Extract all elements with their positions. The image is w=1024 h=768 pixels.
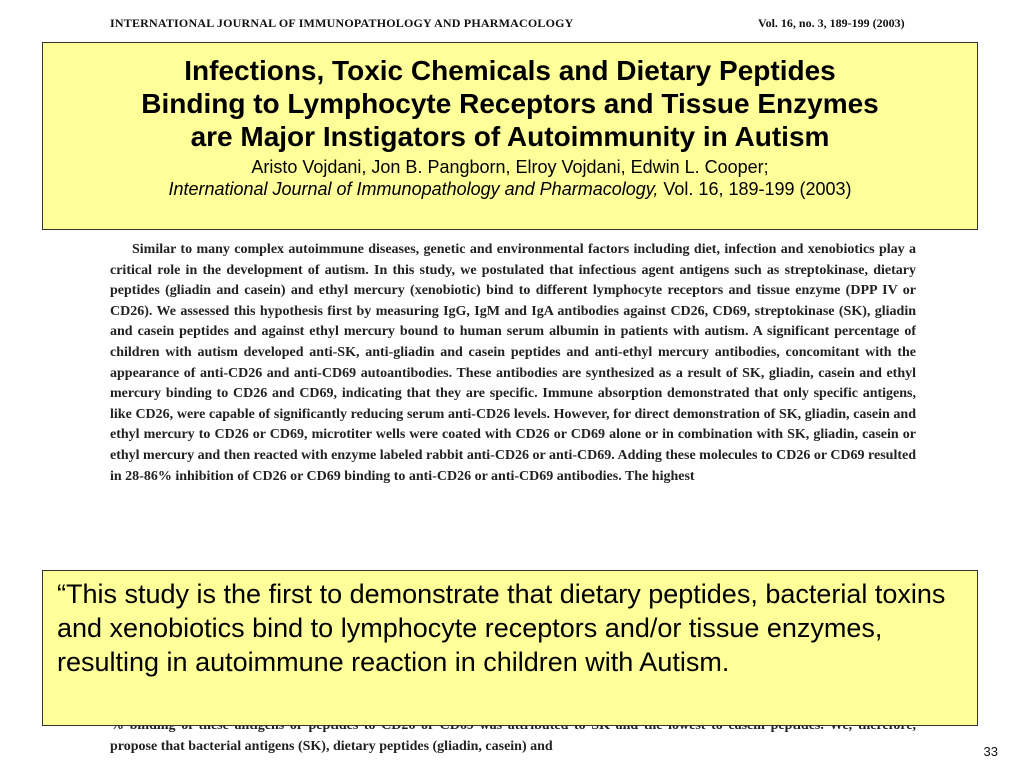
citation-journal: International Journal of Immunopathology and Pharmacology,	[168, 179, 659, 199]
journal-name: INTERNATIONAL JOURNAL OF IMMUNOPATHOLOGY AND PHARMACOLOGY	[110, 16, 574, 30]
slide-title	[43, 54, 977, 153]
title-line: Infections, Toxic Chemicals and Dietary Peptides	[184, 55, 836, 86]
abstract-text: Similar to many complex autoimmune diseases, genetic and environmental factors including diet, infection and xenobiotics play a critical role in the development of autism. In this study, we postulated that infectious agent antigens such as streptokinase, dietary peptides (gliadin and casein) and ethyl mercury (xenobiotic) bind to different lymphocyte receptors and tissue enzyme (DPP IV or CD26). We assessed this hypothesis first by measuring IgG, IgM and IgA antibodies against CD26, CD69, streptokinase (SK), gliadin and casein peptides and against ethyl mercury bound to human serum albumin in patients with autism. A significant percentage of children with autism developed anti-SK, anti-gliadin and casein peptides and anti-ethyl mercury antibodies, concomitant with the appearance of anti-CD26 and anti-CD69 autoantibodies. These antibodies are synthesized as a result of SK, gliadin, casein and ethyl mercury binding to CD26 and CD69, indicating that they are specific. Immune absorption demonstrated that only specific antigens, like CD26, were capable of significantly reducing serum anti-CD26 levels. However, for direct demonstration of SK, gliadin, casein and ethyl mercury to CD26 or CD69, microtiter wells were coated with CD26 or CD69 alone or in combination with SK, gliadin, casein or ethyl mercury and then reacted with enzyme labeled rabbit anti-CD26 or anti-CD69. Adding these molecules to CD26 or CD69 resulted in 28-86% inhibition of CD26 or CD69 binding to anti-CD26 or anti-CD69 antibodies. The highest	[110, 242, 916, 484]
title-line: are Major Instigators of Autoimmunity in Autism	[190, 121, 830, 152]
citation-line	[43, 178, 977, 200]
abstract-tail-text: propose that bacterial antigens (SK), dietary peptides (gliadin, casein) and	[110, 738, 553, 754]
title-box	[42, 42, 978, 230]
page-number: 33	[983, 744, 998, 759]
authors-line: Aristo Vojdani, Jon B. Pangborn, Elroy Vojdani, Edwin L. Cooper;	[251, 157, 769, 177]
quote-box	[42, 570, 978, 726]
journal-header	[0, 0, 1024, 36]
citation-volume: Vol. 16, 189-199 (2003)	[658, 179, 852, 199]
journal-volume: Vol. 16, no. 3, 189-199 (2003)	[758, 16, 905, 30]
quote-text: “This study is the first to demonstrate that dietary peptides, bacterial toxins and xenobiotics bind to lymphocyte receptors and/or tissue enzymes, resulting in autoimmune reaction in children with Autism.	[57, 579, 946, 677]
title-line: Binding to Lymphocyte Receptors and Tissue Enzymes	[141, 88, 879, 119]
